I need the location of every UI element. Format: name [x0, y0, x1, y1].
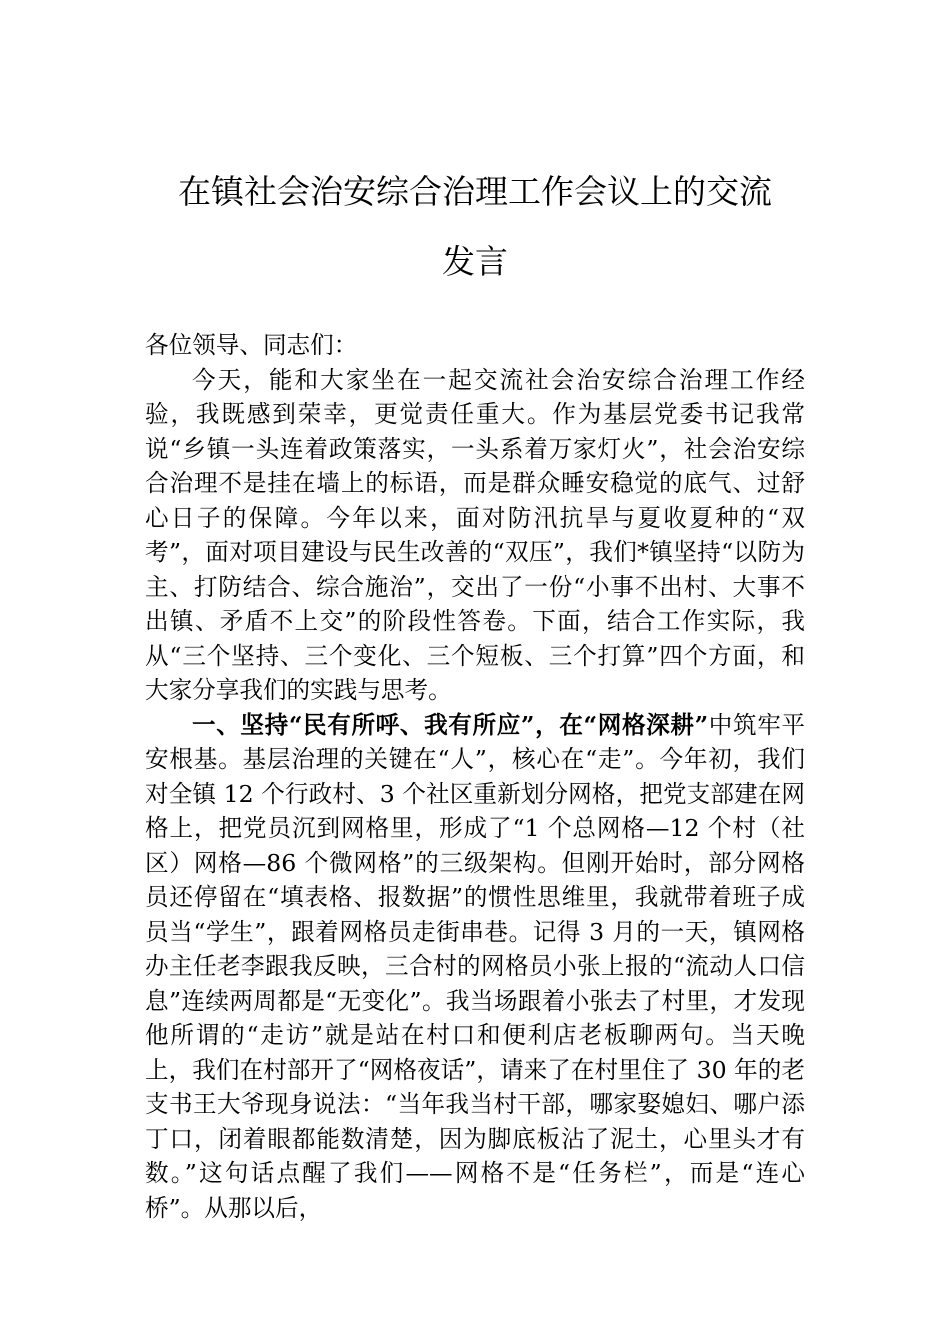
document-body — [145, 328, 805, 1225]
paragraph-section1 — [145, 708, 805, 1226]
paragraph-intro: 今天，能和大家坐在一起交流社会治安综合治理工作经验，我既感到荣幸，更觉责任重大。作为基层党委书记我常说“乡镇一头连着政策落实，一头系着万家灯火”，社会治安综合治理不是挂在墙上的标语，而是群众睡安稳觉的底气、过舒心日子的保障。今年以来，面对防汛抗旱与夏收夏种的“双考”，面对项目建设与民生改善的“双压”，我们*镇坚持“以防为主、打防结合、综合施治”，交出了一份“小事不出村、大事不出镇、矛盾不上交”的阶段性答卷。下面，结合工作实际，我从“三个坚持、三个变化、三个短板、三个打算”四个方面，和大家分享我们的实践与思考。 — [145, 365, 805, 704]
document-title-line2: 发言 — [442, 242, 508, 281]
document-title-line1: 在镇社会治安综合治理工作会议上的交流 — [178, 172, 772, 211]
section1-body: 中筑牢平安根基。基层治理的关键在“人”，核心在“走”。今年初，我们对全镇 12 个行政村、3 个社区重新划分网格，把党支部建在网格上，把党员沉到网格里，形成了“1 个总网格—12 个村（社区）网格—86 个微网格”的三级架构。但刚开始时，部分网格员还停留在“填表格、报数据”的惯性思维里，我就带着班子成员当“学生”，跟着网格员走街串巷。记得 3 月的一天，镇网格办主任老李跟我反映，三合村的网格员小张上报的“流动人口信息”连续两周都是“无变化”。我当场跟着小张去了村里，才发现他所谓的“走访”就是站在村口和便利店老板聊两句。当天晚上，我们在村部开了“网格夜话”，请来了在村里住了 30 年的老支书王大爷现身说法：“当年我当村干部，哪家娶媳妇、哪户添丁口，闭着眼都能数清楚，因为脚底板沾了泥土，心里头才有数。”这句话点醒了我们——网格不是“任务栏”，而是“连心桥”。从那以后， — [145, 710, 805, 1222]
section1-heading: 一、坚持“民有所呼、我有所应”，在“网格深耕” — [192, 710, 709, 739]
salutation: 各位领导、同志们： — [145, 331, 358, 359]
